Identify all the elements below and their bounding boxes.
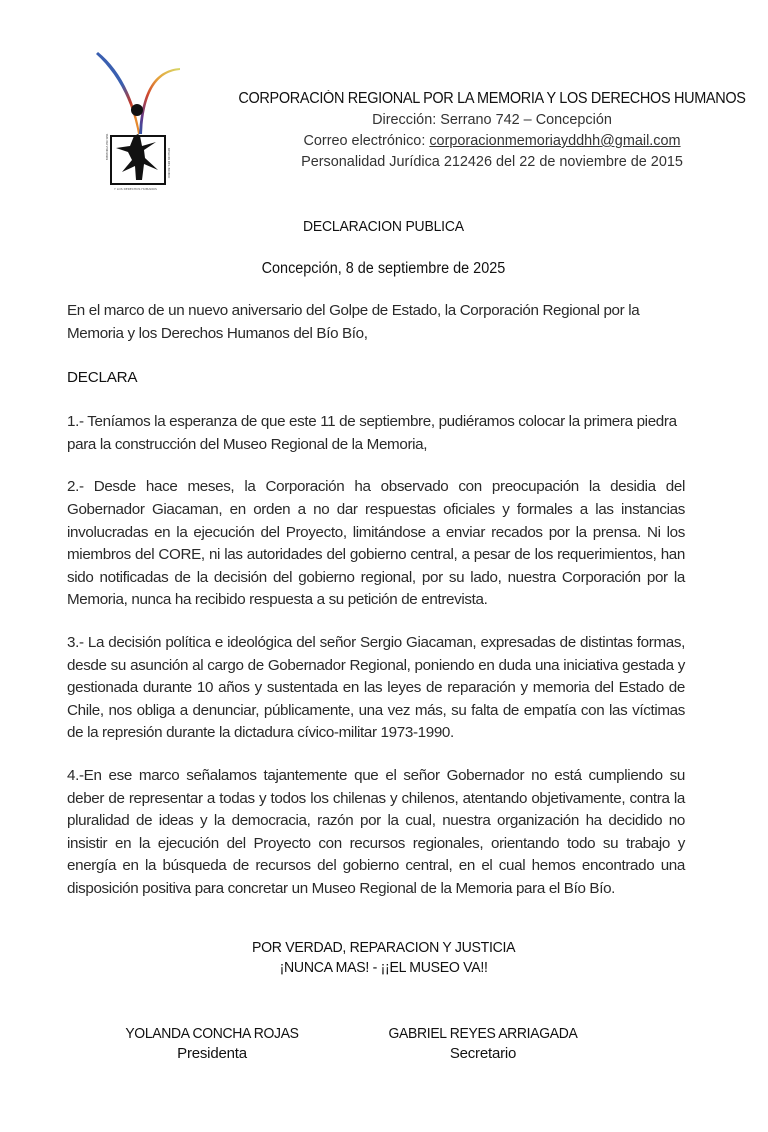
document-body	[67, 300, 685, 900]
document-title: DECLARACION PUBLICA	[303, 218, 464, 235]
signatory-role: Presidenta	[177, 1045, 247, 1062]
address: Dirección: Serrano 742 – Concepción	[372, 111, 612, 128]
email-label: Correo electrónico:	[303, 132, 430, 149]
legal-registration: Personalidad Jurídica 212426 del 22 de noviembre de 2015	[301, 153, 683, 170]
logo-caption-left: MEMORIA EN SER	[105, 133, 109, 160]
point-2: 2.- Desde hace meses, la Corporación ha observado con preocupación la desidia del Gobernador Giacaman, en orden a no dar respuestas oficiales y formales a las instancias involucradas en la ejecución del Proyecto, limitándose a enviar recados por la prensa. Ni los miembros del CORE, ni las autoridades del gobierno central, a pesar de los requerimientos, han sido notificadas de la decisión del gobierno regional, por su lado, nuestra Corporación por la Memoria, nunca ha recibido respuesta a su petición de entrevista.	[67, 478, 685, 609]
letterhead	[222, 89, 762, 172]
intro-paragraph: En el marco de un nuevo aniversario del Golpe de Estado, la Corporación Regional por la Memoria y los Derechos Humanos del Bío Bío,	[67, 302, 640, 342]
organization-logo	[88, 48, 188, 198]
signature-president	[97, 1024, 327, 1064]
point-1: 1.- Teníamos la esperanza de que este 11 de septiembre, pudiéramos colocar la primera piedra para la construcción del Museo Regional de la Memoria,	[67, 413, 677, 453]
email-line	[236, 130, 749, 151]
organization-name: CORPORACIÓN REGIONAL POR LA MEMORIA Y LOS DERECHOS HUMANOS	[238, 90, 746, 107]
place-and-date: Concepción, 8 de septiembre de 2025	[261, 260, 506, 277]
point-4: 4.-En ese marco señalamos tajantemente que el señor Gobernador no está cumpliendo su deber de representar a todas y todos los chilenas y chilenos, atentando objetivamente, contra la pluralidad de ideas y la democracia, razón por la cual, nuestra organización ha decidido no insistir en la ejecución del Proyecto con recursos regionales, orientando todo su trabajo y energía en la búsqueda de recursos del gobierno central, en el cual hemos encontrado una disposición positiva para concretar un Museo Regional de la Memoria para el Bío Bío.	[67, 766, 685, 897]
logo-caption-bottom: Y LOS DERECHOS HUMANOS	[114, 187, 157, 191]
signature-secretary	[368, 1024, 598, 1064]
point-3: 3.- La decisión política e ideológica del señor Sergio Giacaman, expresadas de distintas formas, desde su asunción al cargo de Gobernador Regional, poniendo en duda una iniciativa gestada y gestionada durante 10 años y sustentada en las leyes de reparación y memoria del Estado de Chile, nos obliga a denunciar, públicamente, una vez más, su falta de empatía con las víctimas de la represión durante la dictadura cívico-militar 1973-1990.	[67, 633, 685, 742]
declara-heading: DECLARA	[67, 369, 138, 387]
signatory-role: Secretario	[449, 1045, 517, 1062]
signatory-name: GABRIEL REYES ARRIAGADA	[388, 1025, 578, 1042]
email-link[interactable]: corporacionmemoriayddhh@gmail.com	[429, 132, 681, 149]
closing-slogans	[0, 938, 768, 978]
logo-caption-right: REGION DEL BIOBIO	[167, 148, 171, 179]
closing-line-2: ¡NUNCA MAS! - ¡¡EL MUSEO VA!!	[279, 959, 488, 976]
memory-human-rights-logo-icon	[88, 48, 188, 198]
signatory-name: YOLANDA CONCHA ROJAS	[125, 1025, 299, 1042]
closing-line-1: POR VERDAD, REPARACION Y JUSTICIA	[251, 939, 516, 956]
